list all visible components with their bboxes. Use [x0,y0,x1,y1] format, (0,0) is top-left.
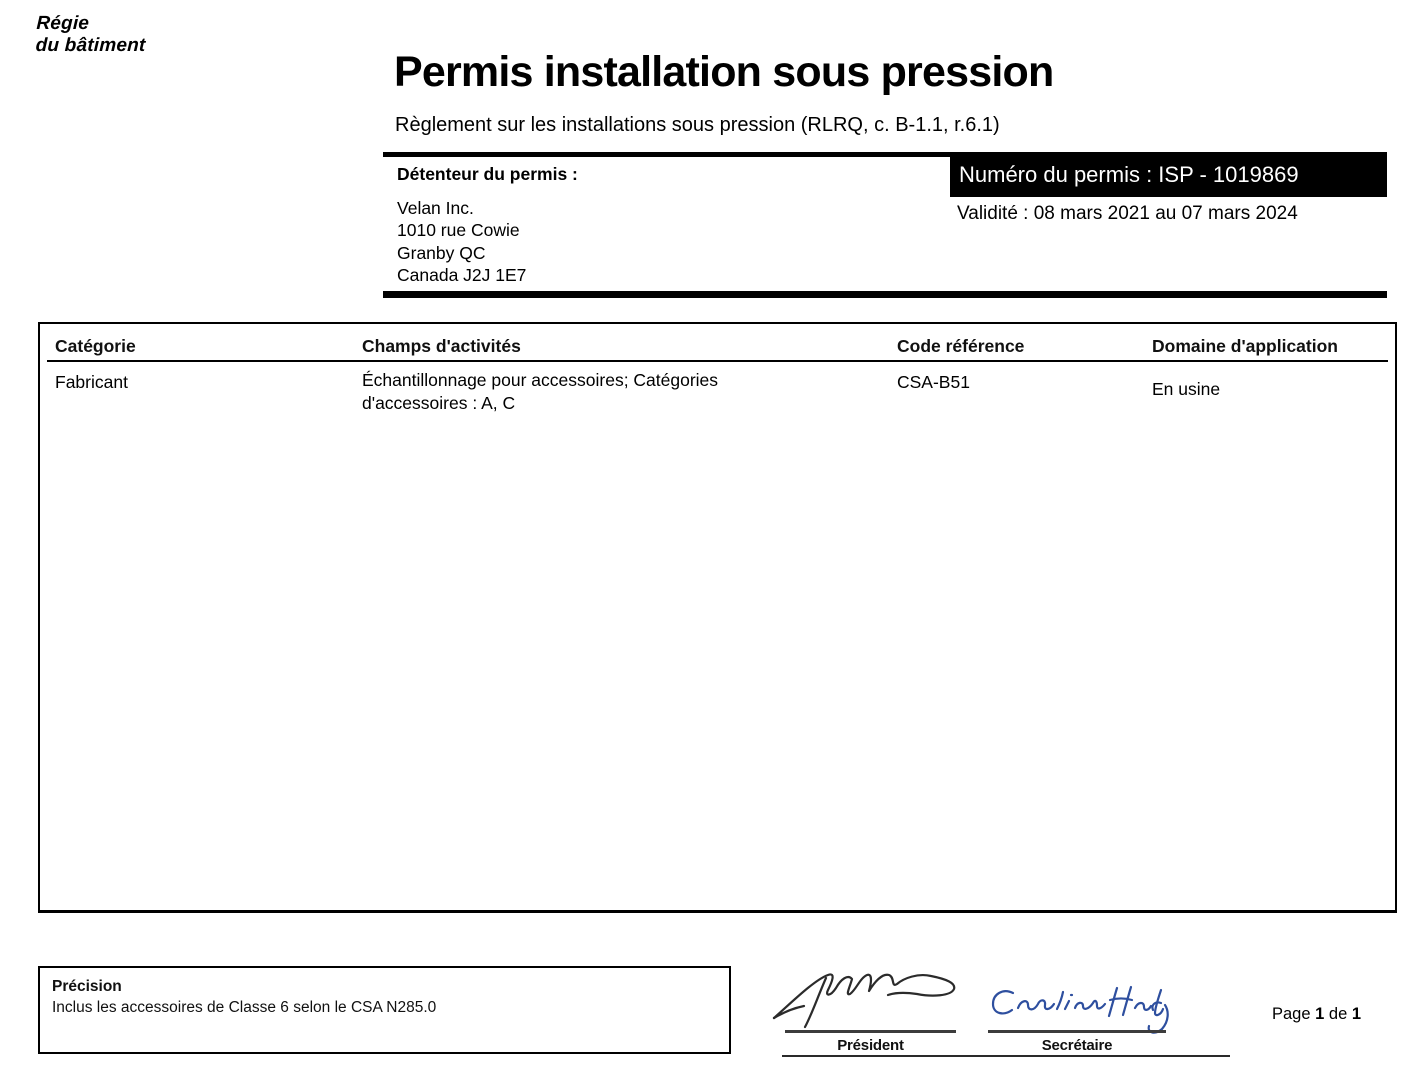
precision-label: Précision [52,978,122,995]
header-underline-rule [47,360,1388,362]
page-title: Permis installation sous pression [394,48,1054,96]
secretary-label: Secrétaire [1041,1037,1113,1054]
page-number-current: 1 [1315,1005,1325,1023]
permit-number-banner: Numéro du permis : ISP - 1019869 [950,152,1387,197]
column-header-categorie: Catégorie [55,336,136,356]
table-row-cell-domaine: En usine [1152,379,1221,399]
signature-block-bottom-rule [782,1055,1230,1057]
holder-name: Velan Inc. [397,198,474,218]
table-row-cell-categorie: Fabricant [55,372,128,392]
page-number-separator: de [1328,1005,1348,1023]
president-signature-line [785,1030,956,1033]
permit-validity: Validité : 08 mars 2021 au 07 mars 2024 [957,203,1298,224]
table-row-cell-code: CSA-B51 [897,372,970,392]
holder-street: 1010 rue Cowie [397,220,520,241]
precision-text: Inclus les accessoires de Classe 6 selon le CSA N285.0 [52,999,437,1016]
column-header-code: Code référence [897,336,1025,356]
president-label: Président [837,1037,904,1054]
column-header-champs: Champs d'activités [362,336,521,356]
table-row-cell-champs: Échantillonnage pour accessoires; Catégories d'accessoires : A, C [362,370,719,413]
page-number-total: 1 [1351,1005,1362,1023]
column-header-domaine: Domaine d'application [1152,336,1338,356]
president-signature [770,966,966,1030]
holder-country-postal: Canada J2J 1E7 [397,265,527,286]
rbq-logo-line2: du bâtiment [35,35,146,56]
secretary-signature [985,983,1171,1035]
secretary-signature-line [988,1030,1166,1033]
page-number [1272,1005,1361,1024]
page-number-prefix: Page [1272,1005,1311,1023]
permit-holder-label: Détenteur du permis : [397,164,578,184]
page-subtitle: Règlement sur les installations sous pression (RLRQ, c. B-1.1, r.6.1) [395,114,1000,136]
precision-box [38,966,731,1054]
rbq-logo-line1: Régie [36,13,90,34]
holder-city: Granby QC [397,242,486,263]
activities-table [38,322,1397,913]
permit-holder-address [397,197,526,287]
rbq-logo [35,13,146,57]
bottom-divider-rule [383,291,1387,298]
